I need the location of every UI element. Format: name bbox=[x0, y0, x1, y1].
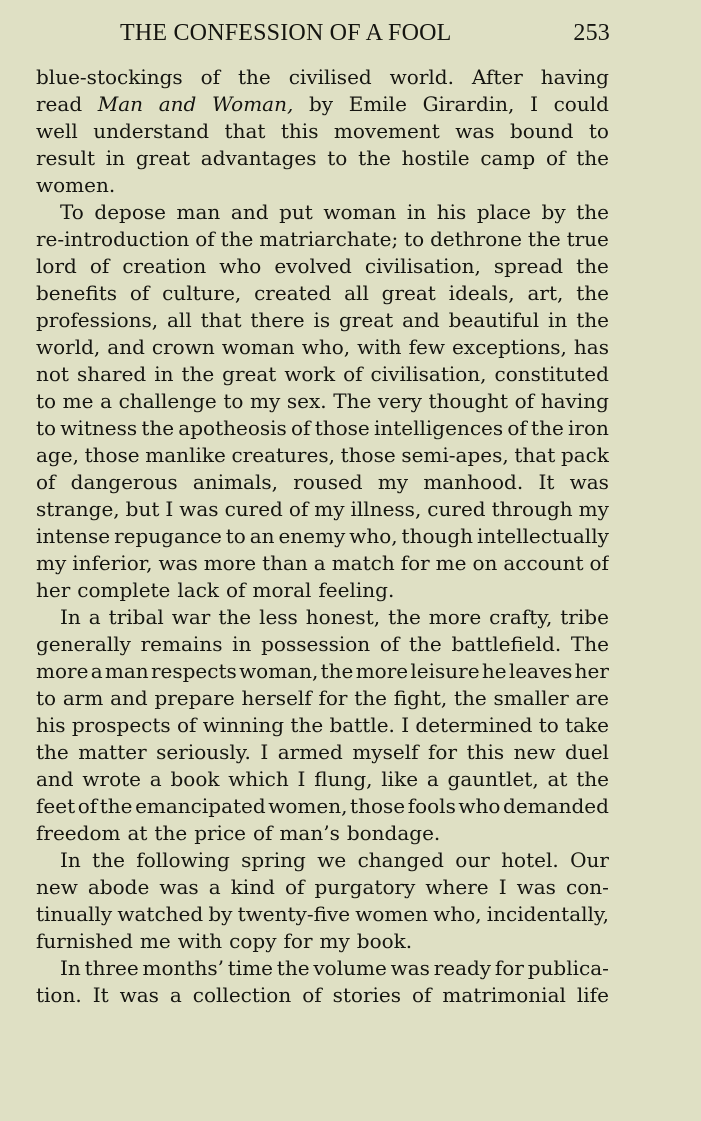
text-line: tinually watched by twenty-five women who, incidentally, bbox=[36, 902, 609, 926]
text-line: furnished me with copy for my book. bbox=[36, 929, 413, 953]
text-line: read Man and Woman, by Emile Girardin, I could bbox=[36, 92, 609, 116]
text-line: feet of the emancipated women, those fools who demanded bbox=[36, 794, 609, 818]
text-line: my inferior, was more than a match for me on account of bbox=[36, 551, 609, 575]
text-line: and wrote a book which I flung, like a gauntlet, at the bbox=[36, 767, 609, 791]
text-line: tion. It was a collection of stories of matrimonial life bbox=[36, 983, 609, 1007]
text-line: In a tribal war the less honest, the more crafty, tribe bbox=[60, 605, 609, 629]
text-line: In the following spring we changed our hotel. Our bbox=[60, 848, 609, 872]
page-number: 253 bbox=[573, 20, 610, 46]
text-line: freedom at the price of man’s bondage. bbox=[36, 821, 441, 845]
text-line: world, and crown woman who, with few exceptions, has bbox=[36, 335, 609, 359]
text-line: her complete lack of moral feeling. bbox=[36, 578, 395, 602]
text-line: well understand that this movement was bound to bbox=[36, 119, 609, 143]
text-line: result in great advantages to the hostile camp of the bbox=[36, 146, 609, 170]
text-line: re-introduction of the matriarchate; to dethrone the true bbox=[36, 227, 609, 251]
text-line: lord of creation who evolved civilisation, spread the bbox=[36, 254, 609, 278]
text-line: to witness the apotheosis of those intelligences of the iron bbox=[36, 416, 609, 440]
text-line: professions, all that there is great and beautiful in the bbox=[36, 308, 609, 332]
text-line: to me a challenge to my sex. The very thought of having bbox=[36, 389, 609, 413]
running-head bbox=[120, 20, 610, 48]
running-title: THE CONFESSION OF A FOOL bbox=[120, 20, 452, 46]
text-line: to arm and prepare herself for the fight, the smaller are bbox=[36, 686, 609, 710]
text-line: the matter seriously. I armed myself for this new duel bbox=[36, 740, 609, 764]
text-line: new abode was a kind of purgatory where I was con- bbox=[36, 875, 609, 899]
text-line: benefits of culture, created all great ideals, art, the bbox=[36, 281, 609, 305]
text-line: not shared in the great work of civilisation, constituted bbox=[36, 362, 609, 386]
text-line: intense repugance to an enemy who, though intellectually bbox=[36, 524, 609, 548]
text-line: generally remains in possession of the battlefield. The bbox=[36, 632, 609, 656]
text-line: more a man respects woman, the more leisure he leaves her bbox=[36, 659, 609, 683]
text-line: women. bbox=[36, 173, 116, 197]
text-line: blue-stockings of the civilised world. After having bbox=[36, 65, 609, 89]
text-line: his prospects of winning the battle. I determined to take bbox=[36, 713, 609, 737]
text-line: To depose man and put woman in his place by the bbox=[60, 200, 609, 224]
text-line: strange, but I was cured of my illness, cured through my bbox=[36, 497, 609, 521]
text-line: In three months’ time the volume was ready for publica- bbox=[60, 956, 609, 980]
text-line: of dangerous animals, roused my manhood. It was bbox=[36, 470, 609, 494]
text-line: age, those manlike creatures, those semi-apes, that pack bbox=[36, 443, 609, 467]
body-text bbox=[36, 64, 609, 1009]
